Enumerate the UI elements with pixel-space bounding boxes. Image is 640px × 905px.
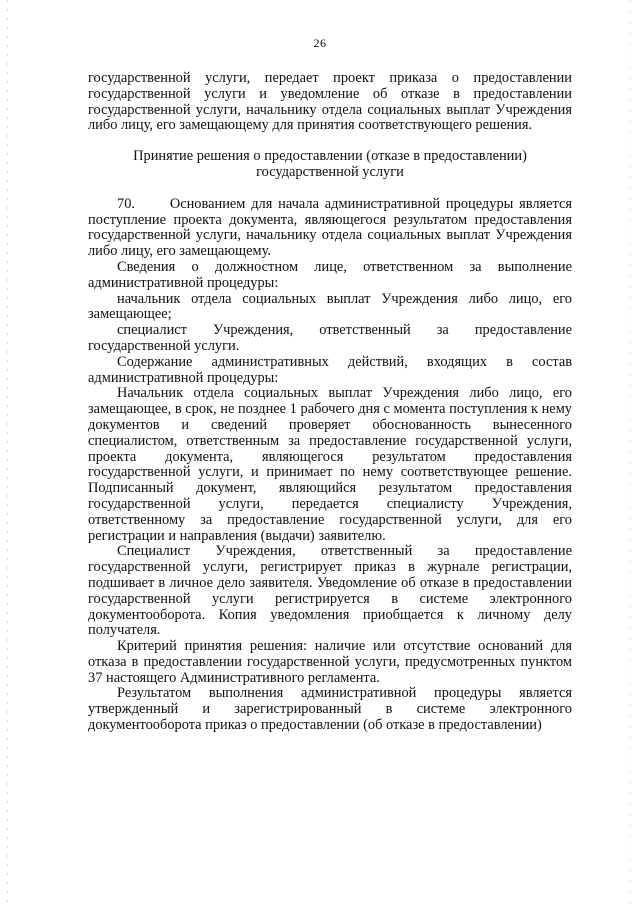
paragraph-head-checks: Начальник отдела социальных выплат Учреждения либо лицо, его замещающее, в срок, не позднее 1 рабочего дня с момента поступления к нему документов и сведений проверяет обоснованность вынесенного специалистом, ответственным за предоставление государственной услуги, проекта документа, являющегося результатом предоставления государственной услуги, и принимает по нему соответствующее решение. Подписанный документ, являющийся результатом предоставления государственной услуги, передается специалисту Учреждения, ответственному за предоставление государственной услуги, для его регистрации и направления (выдачи) заявителю. [88, 385, 572, 544]
page-content [88, 71, 572, 734]
paragraph-responsible-person: Сведения о должностном лице, ответственном за выполнение административной процедуры: [88, 258, 572, 291]
paragraph-continuation: государственной услуги, передает проект приказа о предоставлении государственной услуги и уведомление об отказе в предоставлении государственной услуги, начальнику отдела социальных выплат Учреждения либо лицу, его замещающему для принятия соответствующего решения. [88, 70, 572, 134]
spacer [88, 134, 572, 149]
section-heading-line1: Принятие решения о предоставлении (отказе в предоставлении) [133, 148, 527, 165]
page-number: 26 [313, 36, 327, 50]
paragraph-procedure-result: Результатом выполнения административной процедуры является утвержденный и зарегистрированный в системе электронного документооборота приказ о предоставлении (об отказе в предоставлении) [88, 685, 572, 734]
paragraph-head-of-department: начальник отдела социальных выплат Учреждения либо лицо, его замещающее; [88, 290, 572, 323]
scan-edge-left [7, 0, 8, 905]
paragraph-specialist: специалист Учреждения, ответственный за предоставление государственной услуги. [88, 322, 572, 354]
paragraph-actions-content: Содержание административных действий, входящих в состав административной процедуры: [88, 353, 572, 386]
scan-edge-right [630, 0, 631, 905]
spacer [88, 181, 572, 197]
paragraph-specialist-registers: Специалист Учреждения, ответственный за предоставление государственной услуги, регистрирует приказ в журнале регистрации, подшивает в личное дело заявителя. Уведомление об отказе в предоставлении государственной услуги регистрируется в системе электронного документооборота. Копия уведомления приобщается к личному делу получателя. [88, 543, 572, 639]
section-heading-line2: государственной услуги [256, 163, 404, 180]
paragraph-70: 70. Основанием для начала административной процедуры является поступление проекта документа, являющегося результатом предоставления государственной услуги, начальнику отдела социальных выплат Учреждения либо лицу, его замещающему. [88, 195, 572, 260]
paragraph-decision-criterion: Критерий принятия решения: наличие или отсутствие оснований для отказа в предоставлении государственной услуги, предусмотренных пунктом 37 настоящего Административного регламента. [88, 638, 572, 686]
